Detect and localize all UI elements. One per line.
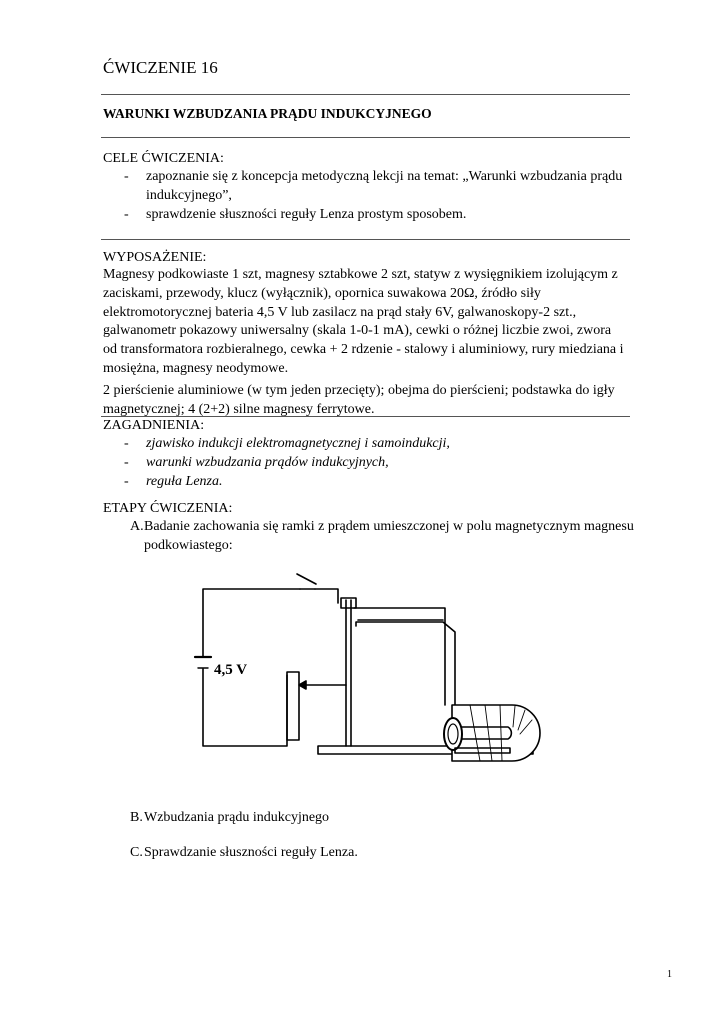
stage-text: Sprawdzanie słuszności reguły Lenza. [144,845,358,860]
stage-letter: B. [130,810,143,825]
stage-text: Badanie zachowania się ramki z prądem umieszczonej w polu magnetycznym magnesu podkowiastego: [144,519,634,553]
battery-label: 4,5 V [214,662,248,678]
topics-label: ZAGADNIENIA: [103,418,205,433]
dash-marker: - [124,455,129,470]
stage-b [130,808,660,827]
page-number: 1 [667,969,672,980]
list-item [124,205,629,224]
switch-lever [297,574,316,584]
list-item [124,167,629,205]
wire [203,589,300,657]
stage-c [130,843,660,862]
divider [101,239,630,240]
topic-text: zjawisko indukcji elektromagnetycznej i samoindukcji, [146,436,450,451]
wire [203,669,287,746]
stages-label: ETAPY ĆWICZENIA: [103,501,233,516]
rheostat [287,672,299,740]
goal-text: sprawdzenie słuszności reguły Lenza prostym sposobem. [146,207,467,222]
stage-letter: C. [130,845,143,860]
goals-list [124,167,629,224]
stage-text: Wzbudzania prądu indukcyjnego [144,810,330,825]
clamp [341,598,356,608]
slider-arrow [299,681,306,689]
page-title: ĆWICZENIE 16 [103,58,218,77]
dash-marker: - [124,436,129,451]
goals-label: CELE ĆWICZENIA: [103,151,224,166]
circuit-diagram [140,562,550,772]
dash-marker: - [124,474,129,489]
stage-a [130,517,660,555]
list-item [124,453,629,472]
frame-wire [356,622,455,708]
goal-text: zapoznanie się z koncepcja metodyczną lekcji na temat: „Warunki wzbudzania prądu indukcyjnego”, [146,169,623,203]
equipment-paragraph-2: 2 pierścienie aluminiowe (w tym jeden przecięty); obejma do pierścieni; podstawka do igły magnetycznej; 4 (2+2) silne magnesy ferrytowe. [103,383,615,417]
divider [101,137,630,138]
equipment-label: WYPOSAŻENIE: [103,250,207,265]
frame-coil [444,718,462,750]
equipment-paragraph: Magnesy podkowiaste 1 szt, magnesy sztabkowe 2 szt, statyw z wysięgnikiem izolującym z zaciskami, przewody, klucz (wyłącznik), opornica suwakowa 20Ω, źródło siły elektromotorycznej bateria 4,5 V lub zasilacz na prąd stały 6V, galwanoskopy-2 szt., galwanometr pokazowy uniwersalny (skala 1-0-1 mA), cewki o różnej liczbie zwoi, zwora od transformatora rozbieralnego, cewka + 2 rdzenie - stalowy i aluminiowy, rury miedziana i mosiężna, magnesy neodymowe. [103,267,624,376]
dash-marker: - [124,207,129,222]
exercise-subtitle: WARUNKI WZBUDZANIA PRĄDU INDUKCYJNEGO [103,106,432,121]
topics-list [124,434,629,491]
wire [315,589,338,603]
topic-text: warunki wzbudzania prądów indukcyjnych, [146,455,389,470]
list-item [124,472,629,491]
dash-marker: - [124,169,129,184]
divider [101,94,630,95]
stage-letter: A. [130,519,144,534]
topic-text: reguła Lenza. [146,474,223,489]
list-item [124,434,629,453]
